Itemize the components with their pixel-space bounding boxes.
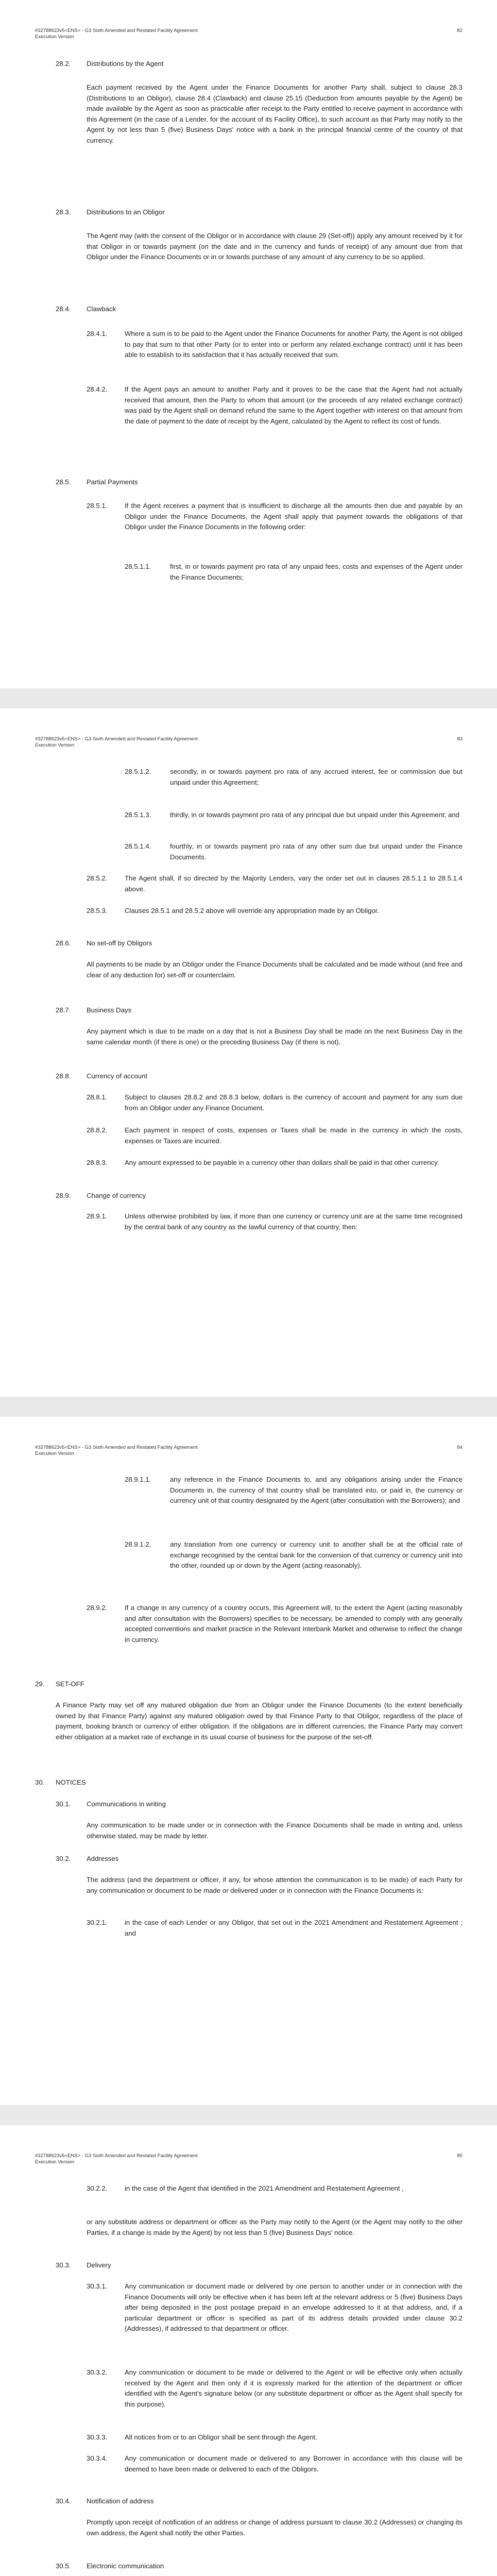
clause-text: any reference in the Finance Documents to, and any obligations arising under the Finance Documents in, the currency of that country shall be translated into, or paid in, the currency or currency unit of that country designated by the Agent (after consultation with the Borrowers); and — [170, 1476, 462, 1504]
clause-text: Where a sum is to be paid to the Agent under the Finance Documents for another Party, the Agent is not obliged to pay that sum to that other Party (or to enter into or perform any related exchange contract) until it has been able to establish to its satisfaction that it has actually received that sum. — [125, 330, 462, 359]
clause-number: 28.5.1.4. — [125, 842, 151, 850]
clause-text: All payments to be made by an Obligor under the Finance Documents shall be calculated and be made without (and free and clear of any deduction for) set-off or counterclaim. — [87, 960, 462, 979]
clause-text: Promptly upon receipt of notification of an address or change of address pursuant to clause 30.2 (Addresses) or changing its own address, the Agent shall notify the other Parties. — [87, 2518, 462, 2537]
clause-number: 28.2. — [56, 60, 71, 67]
clause-number: 28.5.1. — [87, 502, 108, 510]
clause-heading: No set-off by Obligors — [87, 939, 152, 947]
clause-heading: NOTICES — [56, 1778, 86, 1786]
clause-heading: Distributions to an Obligor — [87, 208, 165, 216]
clause-number: 28.5.1.2. — [125, 768, 151, 775]
page-number: 83 — [457, 736, 462, 742]
clause-number: 30.3.1. — [87, 2282, 108, 2290]
clause-number: 28.3. — [56, 208, 71, 216]
clause-text: in the case of the Agent that identified in the 2021 Amendment and Restatement Agreement , — [125, 2184, 404, 2192]
clause-text: The address (and the department or officer, if any, for whose attention the communication is to be made) of each Party for any communication or document to be made or delivered under or in connection with the Finance Documents is: — [87, 1876, 462, 1894]
clause-number: 28.9.1. — [87, 1212, 108, 1220]
clause-text: Any payment which is due to be made on a day that is not a Business Day shall be made on the next Business Day in the same calendar month (if there is one) or the preceding Business Day (if there is not). — [87, 1027, 462, 1046]
clause-text: secondly, in or towards payment pro rata of any accrued interest, fee or commission due but unpaid under this Agreement; — [170, 768, 462, 786]
clause-text: Unless otherwise prohibited by law, if more than one currency or currency unit are at the same time recognised by the central bank of any country as the lawful currency of that country, then: — [125, 1212, 462, 1231]
page-number: 85 — [457, 2153, 462, 2159]
clause-number: 30.4. — [56, 2497, 71, 2505]
clause-number: 30.3. — [56, 2261, 71, 2269]
clause-text: in the case of each Lender or any Obligor, that set out in the 2021 Amendment and Restatement Agreement ; and — [125, 1919, 462, 1937]
page-header — [35, 2153, 462, 2165]
clause-text: Each payment in respect of costs, expenses or Taxes shall be made in the currency in which the costs, expenses or Taxes are incurred. — [125, 1126, 462, 1145]
clause-heading: Communications in writing — [87, 1800, 166, 1808]
clause-number: 28.5.1.1. — [125, 563, 151, 570]
doc-ref: #32788623v5<ENS> - G3 Sixth Amended and Restated Facility Agreement — [35, 1445, 198, 1450]
clause-heading: Electronic communication — [87, 2562, 164, 2570]
clause-text: If the Agent receives a payment that is insufficient to discharge all the amounts then due and payable by an Obligor under the Finance Documents, the Agent shall apply that payment towards the obligations of that Obligor under the Finance Documents in the following order: — [125, 502, 462, 531]
clause-text: The Agent shall, if so directed by the Majority Lenders, vary the order set out in clauses 28.5.1.1 to 28.5.1.4 above. — [125, 874, 462, 893]
clause-text: thirdly, in or towards payment pro rata of any principal due but unpaid under this Agreement; and — [170, 811, 460, 819]
clause-text: any translation from one currency or currency unit to another shall be at the official rate of exchange recognised by the central bank for the conversion of that currency or currency unit into the other, rounded up or down by the Agent (acting reasonably). — [170, 1540, 462, 1569]
clause-text: If the Agent pays an amount to another Party and it proves to be the case that the Agent had not actually received that amount, then the Party to whom that amount (or the proceeds of any related exchange contract) was paid by the Agent shall on demand refund the same to the Agent together with interest on that amount from the date of payment to the date of receipt by the Agent, calculated by the Agent to reflect its cost of funds. — [125, 385, 462, 425]
clause-text: Any communication or document made or delivered to any Borrower in accordance with this clause will be deemed to have been made or delivered to each of the Obligors. — [125, 2454, 462, 2473]
clause-text: If a change in any currency of a country occurs, this Agreement will, to the extent the Agent (acting reasonably and after consultation with the Borrowers) specifies to be necessary, be amended to comply with any generally accepted conventions and market practice in the Relevant Interbank Market and otherwise to reflect the change in currency. — [125, 1604, 462, 1643]
doc-ref: #32788623v5<ENS> - G3 Sixth Amended and Restated Facility Agreement — [35, 28, 198, 33]
doc-ref: #32788623v5<ENS> - G3 Sixth Amended and Restated Facility Agreement — [35, 2153, 198, 2159]
clause-number: 28.9.2. — [87, 1604, 108, 1612]
page-header — [35, 736, 462, 749]
page-84 — [0, 1417, 497, 2105]
clause-text: A Finance Party may set off any matured obligation due from an Obligor under the Finance Documents (to the extent beneficially owned by that Finance Party) against any matured obligation owed by that Finance Party to that Obligor, regardless of the place of payment, booking branch or currency of either obligation. If the obligations are in different currencies, the Finance Party may convert either obligation at a market rate of exchange in its usual course of business for the purpose of the set-off. — [56, 1701, 462, 1741]
clause-number: 30.2.1. — [87, 1919, 108, 1926]
clause-heading: Delivery — [87, 2261, 111, 2269]
clause-text: Any amount expressed to be payable in a currency other than dollars shall be paid in that other currency. — [125, 1159, 439, 1166]
clause-text: Each payment received by the Agent under the Finance Documents for another Party shall, subject to clause 28.3 (Distributions to an Obligor), clause 28.4 (Clawback) and clause 25.15 (Deduction from amounts payable by the Agent) be made available by the Agent as soon as practicable after receipt to the Party entitled to receive payment in accordance with this Agreement (in the case of a Lender, for the account of its Facility Office), to such account as that Party may notify to the Agent by not less than 5 (five) Business Days' notice with a bank in the principal financial centre of the country of that currency. — [87, 83, 462, 144]
clause-heading: Notification of address — [87, 2497, 154, 2505]
clause-text: Any communication or document made or delivered by one person to another under or in connection with the Finance Documents will only be effective when it has been left at the relevant address or 5 (five) Business Days after being deposited in the post postage prepaid in an envelope addressed to it at that address, and, if a particular department or officer is specified as part of its address details provided under clause 30.2 (Addresses), if addressed to that department or officer. — [125, 2282, 462, 2332]
clause-number: 28.8. — [56, 1072, 71, 1080]
page-82 — [0, 0, 497, 688]
clause-heading: Addresses — [87, 1855, 119, 1862]
clause-number: 28.7. — [56, 1006, 71, 1014]
clause-heading: Currency of account — [87, 1072, 148, 1080]
clause-number: 28.4.2. — [87, 385, 108, 393]
clause-heading: Distributions by the Agent — [87, 60, 164, 67]
clause-text: or any substitute address or department or officer as the Party may notify to the Agent (or the Agent may notify to the other Parties, if a change is made by the Agent) by not less than 5 (five) Business Days' notice. — [87, 2218, 462, 2236]
doc-ref: #32788623v5<ENS> - G3 Sixth Amended and Restated Facility Agreement — [35, 736, 198, 742]
doc-version: Execution Version — [35, 34, 75, 40]
clause-text: Clauses 28.5.1 and 28.5.2 above will override any appropriation made by an Obligor. — [125, 907, 380, 914]
clause-number: 29. — [35, 1680, 45, 1688]
clause-number: 28.9. — [56, 1192, 71, 1199]
clause-heading: Change of currency — [87, 1192, 146, 1199]
clause-text: All notices from or to an Obligor shall be sent through the Agent. — [125, 2433, 317, 2441]
clause-number: 30. — [35, 1778, 45, 1786]
page-85 — [0, 2125, 497, 2576]
clause-number: 28.4.1. — [87, 330, 108, 337]
clause-number: 28.8.3. — [87, 1159, 108, 1166]
clause-number: 28.6. — [56, 939, 71, 947]
doc-version: Execution Version — [35, 1451, 75, 1456]
clause-number: 28.8.1. — [87, 1093, 108, 1101]
clause-number: 30.2. — [56, 1855, 71, 1862]
clause-heading: Clawback — [87, 305, 116, 313]
clause-text: fourthly, in or towards payment pro rata of any other sum due but unpaid under the Finance Documents. — [170, 842, 462, 861]
clause-number: 30.3.2. — [87, 2368, 108, 2376]
page-number: 82 — [457, 28, 462, 33]
clause-text: Subject to clauses 28.8.2 and 28.8.3 below, dollars is the currency of account and payment for any sum due from an Obligor under any Finance Document. — [125, 1093, 462, 1112]
clause-text: The Agent may (with the consent of the Obligor or in accordance with clause 29 (Set-off)) apply any amount received by it for that Obligor in or towards payment (on the date and in the currency and funds of receipt) of any amount due from that Obligor under the Finance Documents or in or towards purchase of any amount of any currency to be so applied. — [87, 232, 462, 261]
clause-text: Any communication or document to be made or delivered to the Agent or will be effective only when actually received by the Agent and then only if it is expressly marked for the attention of the department or officer identified with the Agent's signature below (or any substitute department or officer as the Agent shall specify for this purpose). — [125, 2368, 462, 2408]
clause-number: 28.9.1.2. — [125, 1540, 151, 1548]
clause-number: 30.3.3. — [87, 2433, 108, 2441]
clause-number: 28.5.1.3. — [125, 811, 151, 819]
clause-text: Any communication to be made under or in connection with the Finance Documents shall be made in writing and, unless otherwise stated, may be made by letter. — [87, 1821, 462, 1840]
clause-number: 30.1. — [56, 1800, 71, 1808]
clause-heading: SET-OFF — [56, 1680, 84, 1688]
page-header — [35, 1445, 462, 1457]
clause-number: 28.5.2. — [87, 874, 108, 882]
doc-version: Execution Version — [35, 742, 75, 748]
clause-number: 28.9.1.1. — [125, 1476, 151, 1483]
clause-number: 30.2.2. — [87, 2184, 108, 2192]
clause-number: 28.5.3. — [87, 907, 108, 914]
page-number: 84 — [457, 1445, 462, 1450]
clause-text: first, in or towards payment pro rata of any unpaid fees, costs and expenses of the Agent under the Finance Documents; — [170, 563, 462, 581]
doc-version: Execution Version — [35, 2159, 75, 2165]
clause-number: 28.5. — [56, 478, 71, 486]
clause-heading: Partial Payments — [87, 478, 138, 486]
page-header — [35, 28, 462, 40]
clause-number: 28.4. — [56, 305, 71, 313]
page-83 — [0, 708, 497, 1397]
clause-number: 30.3.4. — [87, 2454, 108, 2462]
clause-number: 28.8.2. — [87, 1126, 108, 1134]
clause-number: 30.5. — [56, 2562, 71, 2570]
clause-heading: Business Days — [87, 1006, 132, 1014]
